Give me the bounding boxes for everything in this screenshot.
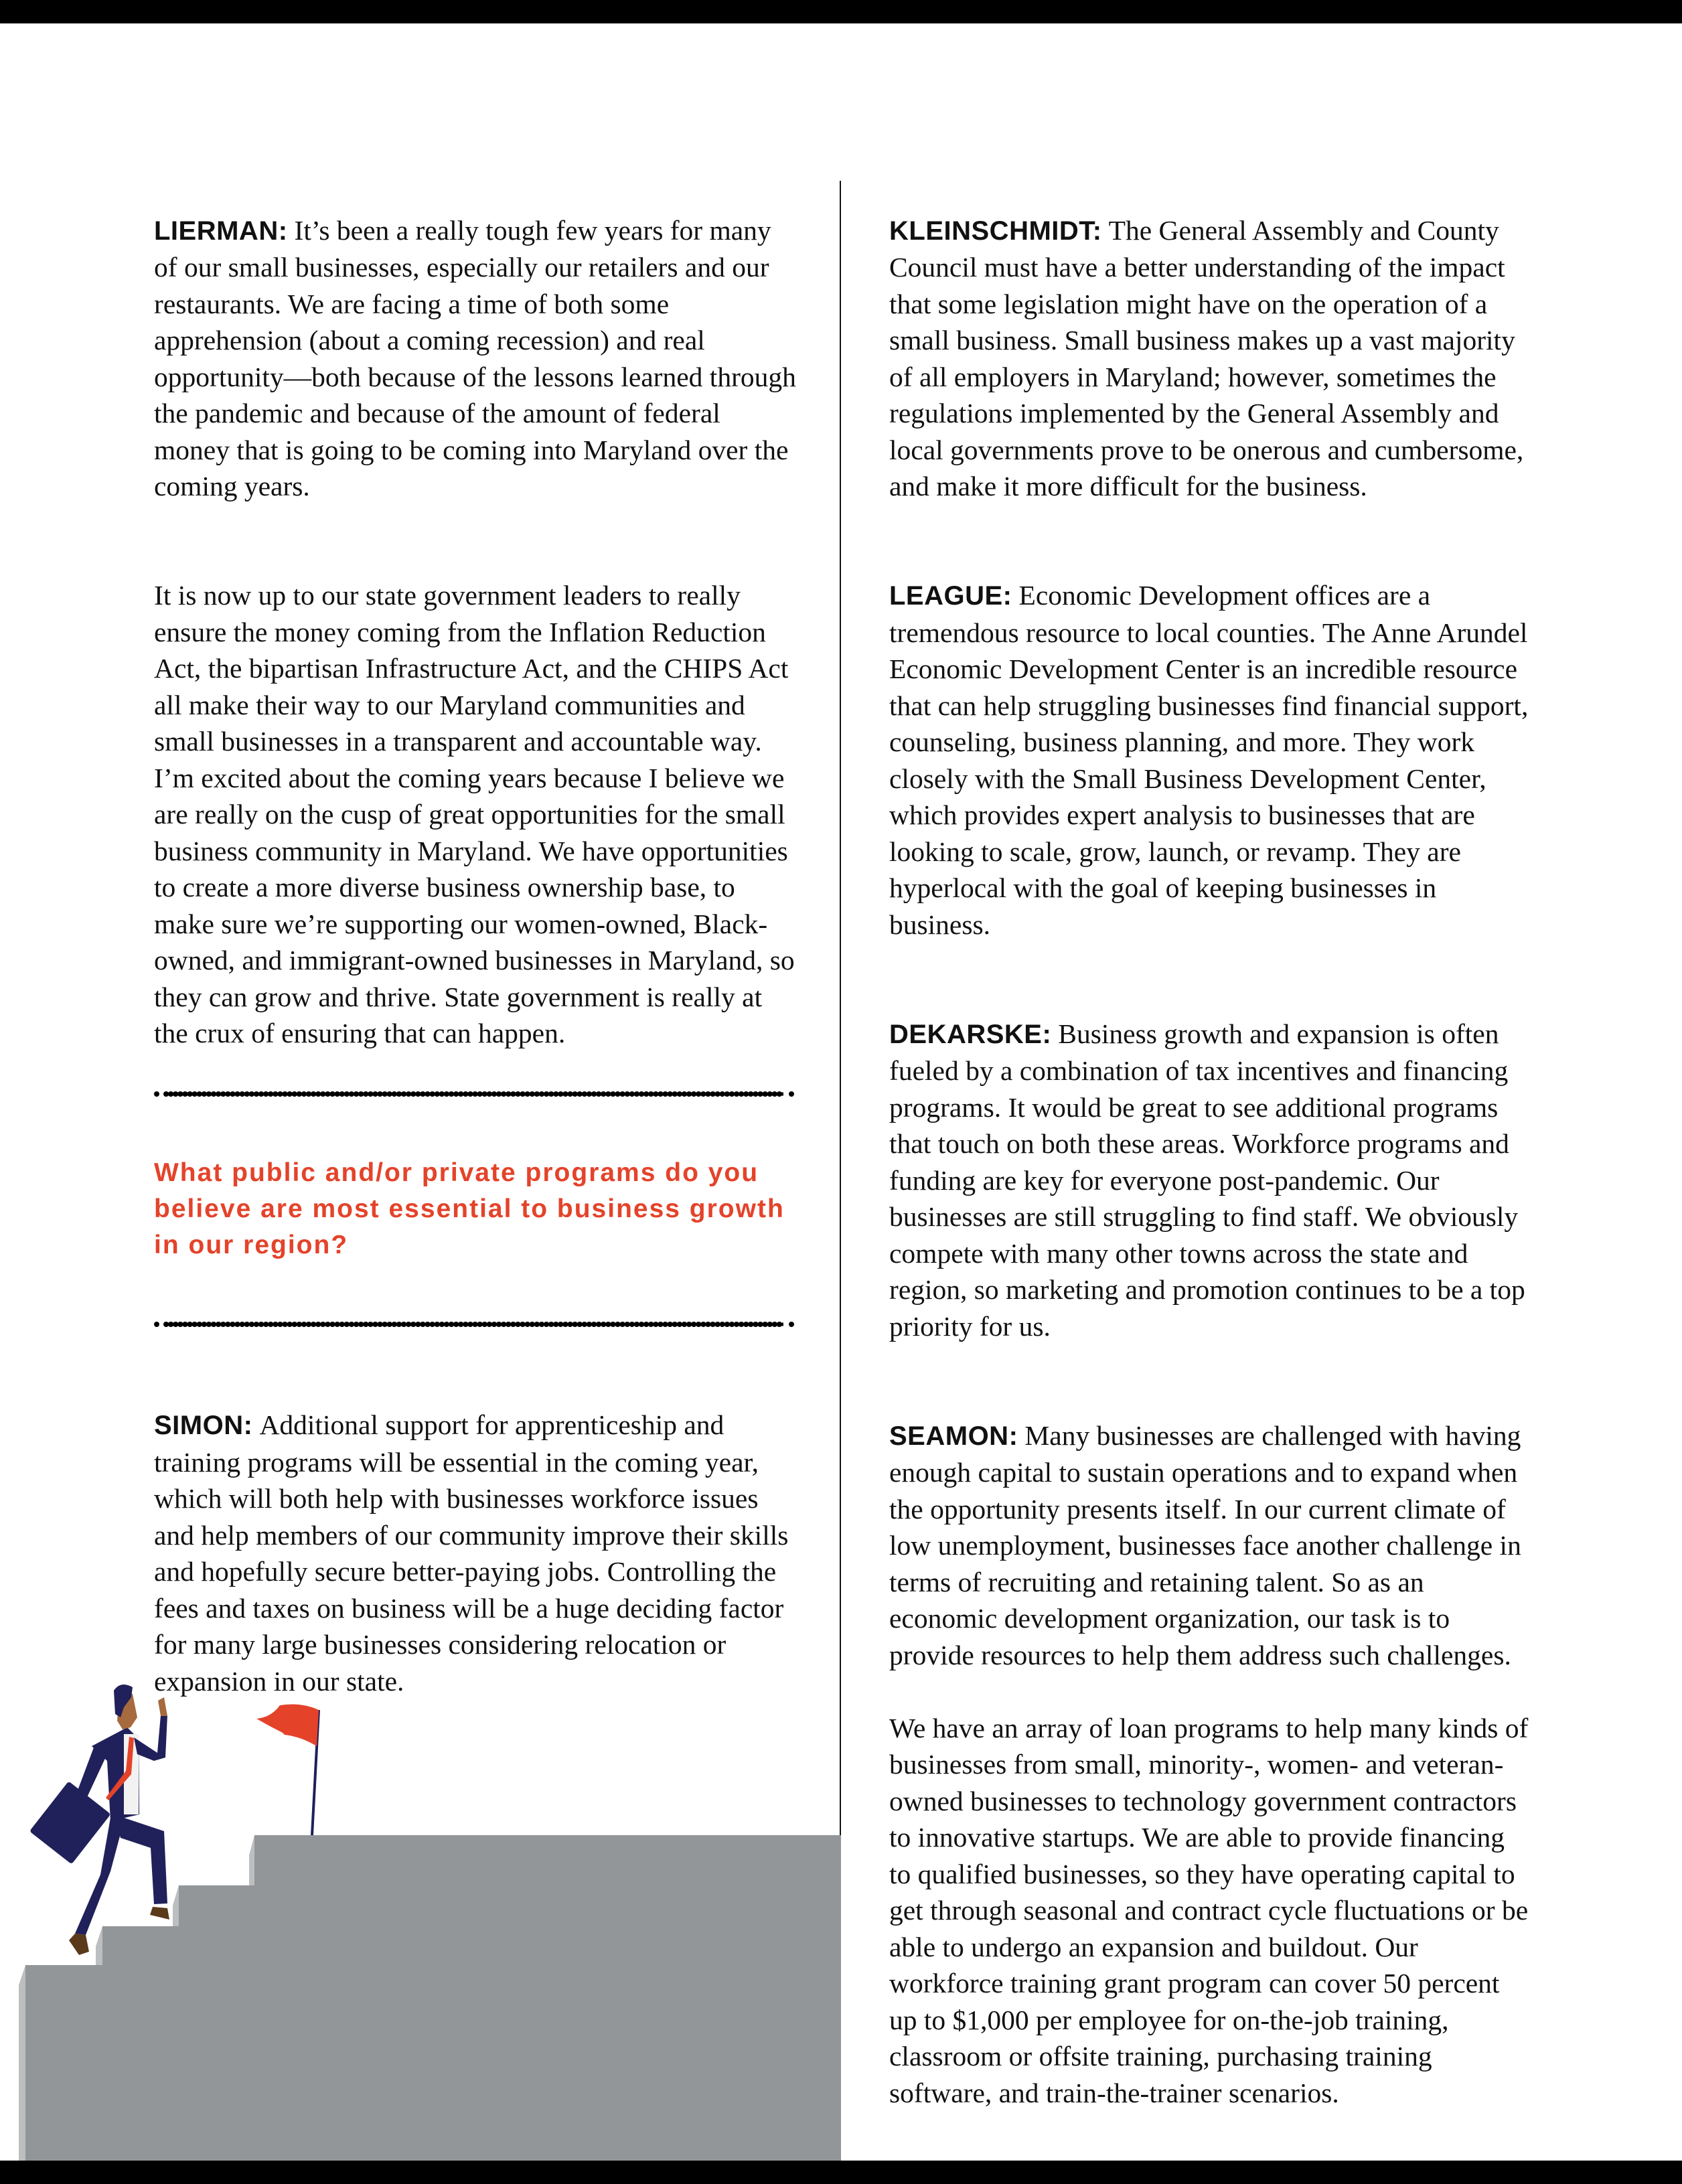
speaker-name: DEKARSKE:: [889, 1019, 1052, 1049]
dotted-divider: [154, 1320, 797, 1329]
answer-text: Business growth and expansion is often fueled by a combination of tax incentives and financing programs. It would be great to see additional programs that touch on both these areas. Workforce programs and funding are key for everyone post-pandemic. Our businesses are still struggling to find staff. We obviously compete with many other towns across the state and region, so marketing and promotion continues to be a top priority for us.: [889, 1018, 1525, 1342]
red-flag-icon: [256, 1705, 319, 1835]
answer-text: The General Assembly and County Council must have a better understanding of the impact that some legislation might have on the operation of a small business. Small business makes up a vast majority of all employers in Maryland; however, sometimes the regulations implemented by the General Assembly and local governments prove to be onerous and cumbersome, and make it more difficult for the business.: [889, 214, 1524, 501]
league-answer: [889, 541, 1532, 943]
divider-dot: [154, 1091, 159, 1097]
top-black-bar: [0, 0, 1682, 23]
divider-dot: [154, 1322, 159, 1327]
answer-text: Additional support for apprenticeship and training programs will be essential in the coming year, which will both help with businesses workforce issues and help members of our community improve their skills and hopefully secure better-paying jobs. Controlling the fees and taxes on business will be a huge deciding factor for many large businesses considering relocation or expansion in our state.: [154, 1409, 789, 1697]
answer-text: We have an array of loan programs to help many kinds of businesses from small, minority-, women- and veteran-owned businesses to technology government contractors to innovative startups. We are able to provide financing to qualified businesses, so they have operating capital to get through seasonal and contract cycle fluctuations or be able to undergo an expansion and buildout. Our workforce training grant program can cover 50 percent up to $1,000 per employee for on-the-job training, classroom or offsite training, purchasing training software, and train-the-trainer scenarios.: [889, 1712, 1529, 2108]
lierman-answer: [154, 175, 797, 505]
left-column: [154, 175, 797, 1735]
businessman-icon: [29, 1685, 169, 1955]
answer-text: It is now up to our state government leaders to really ensure the money coming from the Inflation Reduction Act, the bipartisan Infrastructure Act, and the CHIPS Act all make their way to our Maryland communities and small businesses in a transparent and accountable way. I’m excited about the coming years because I believe we are really on the cusp of great opportunities for the small business community in Maryland. We have opportunities to create a more diverse business ownership base, to make sure we’re supporting our women-owned, Black-owned, and immigrant-owned businesses in Maryland, so they can grow and thrive. State government is really at the crux of ensuring that can happen.: [154, 580, 795, 1048]
lierman-answer-continued: [154, 541, 797, 1052]
right-column: [889, 175, 1532, 2147]
divider-dot: [789, 1322, 794, 1327]
businessman-stairs-illustration: [0, 1667, 841, 2161]
stairs-icon: [19, 1835, 841, 2161]
answer-text: It’s been a really tough few years for many of our small businesses, especially our retailers and our restaurants. We are facing a time of both some apprehension (about a coming recession) and real opportunity—both because of the lessons learned through the pandemic and because of the amount of federal money that is going to be coming into Maryland over the coming years.: [154, 214, 796, 501]
simon-answer: [154, 1371, 797, 1700]
speaker-name: LIERMAN:: [154, 216, 288, 246]
dotted-divider: [154, 1089, 797, 1099]
speaker-name: SIMON:: [154, 1411, 253, 1440]
speaker-name: KLEINSCHMIDT:: [889, 216, 1102, 246]
speaker-name: LEAGUE:: [889, 581, 1012, 611]
bottom-black-bar: [0, 2161, 1682, 2184]
seamon-answer: [889, 1381, 1532, 1673]
answer-text: Many businesses are challenged with having enough capital to sustain operations and to expand when the opportunity presents itself. In our current climate of low unemployment, businesses face another challenge in terms of recruiting and retaining talent. So as an economic development organization, our task is to provide resources to help them address such challenges.: [889, 1419, 1521, 1670]
divider-line: [163, 1091, 786, 1097]
seamon-answer-continued: [889, 1673, 1532, 2111]
kleinschmidt-answer: [889, 175, 1532, 505]
speaker-name: SEAMON:: [889, 1421, 1018, 1451]
dekarske-answer: [889, 979, 1532, 1344]
answer-text: Economic Development offices are a tremendous resource to local counties. The Anne Arundel Economic Development Center is an incredible resource that can help struggling businesses find financial support, counseling, business planning, and more. They work closely with the Small Business Development Center, which provides expert analysis to businesses that are looking to scale, grow, launch, or revamp. They are hyperlocal with the goal of keeping businesses in business.: [889, 580, 1529, 940]
divider-line: [163, 1321, 786, 1328]
section-question: What public and/or private programs do you believe are most essential to business growth in our region?: [154, 1158, 785, 1259]
divider-dot: [789, 1091, 794, 1097]
